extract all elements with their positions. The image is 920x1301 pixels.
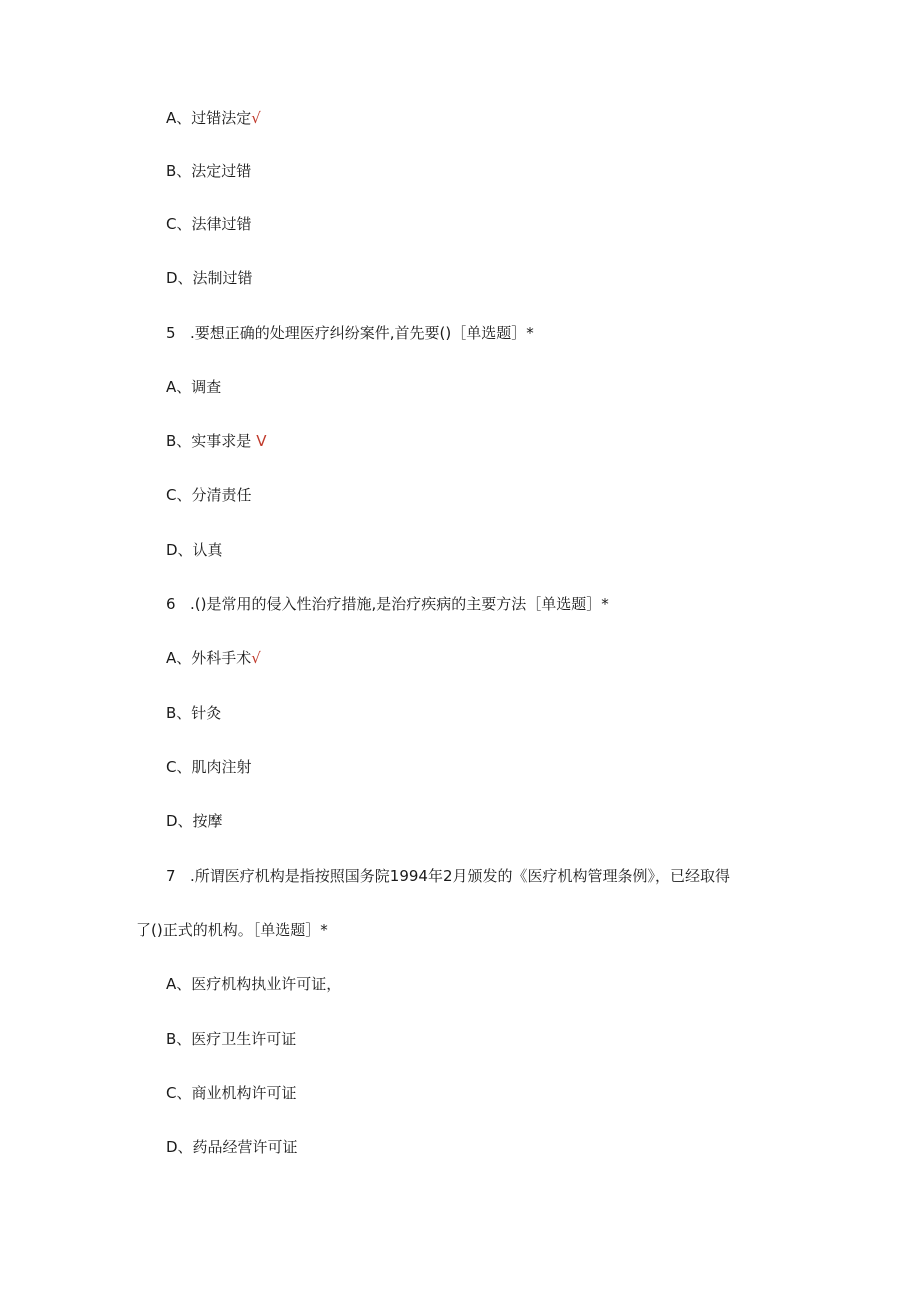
q5-option-a-text: A、调查 [166, 378, 222, 396]
q7-option-c-text: C、商业机构许可证 [166, 1084, 297, 1102]
q4-option-c-text: C、法律过错 [166, 215, 252, 233]
q6-option-b[interactable] [166, 703, 221, 723]
q4-option-b[interactable] [166, 161, 251, 181]
q6-number: 6 [166, 595, 176, 613]
q7-option-d[interactable] [166, 1137, 298, 1157]
q6-option-c[interactable] [166, 757, 251, 777]
q5-option-b[interactable] [166, 431, 267, 451]
q7-option-b[interactable] [166, 1029, 296, 1049]
q7-question-continuation: 了()正式的机构。［单选题］* [136, 921, 328, 939]
q7-question-text: .所谓医疗机构是指按照国务院1994年2月颁发的《医疗机构管理条例》，已经取得 [190, 867, 730, 885]
q5-number: 5 [166, 324, 176, 342]
q5-option-d-text: D、认真 [166, 541, 223, 559]
q4-option-d-text: D、法制过错 [166, 269, 253, 287]
q5-option-d[interactable] [166, 540, 223, 560]
q5-option-b-text: B、实事求是 [166, 432, 252, 450]
q7-option-a[interactable] [166, 974, 341, 994]
q4-option-a-text: A、过错法定 [166, 109, 252, 127]
q6-option-c-text: C、肌肉注射 [166, 758, 252, 776]
q6-option-a[interactable] [166, 648, 261, 668]
q6-option-a-text: A、外科手术 [166, 649, 252, 667]
q4-option-d[interactable] [166, 268, 253, 288]
q4-option-a[interactable] [166, 108, 261, 128]
q6-option-d[interactable] [166, 811, 223, 831]
q5-option-c[interactable] [166, 485, 251, 505]
q6-question-text: .()是常用的侵入性治疗措施,是治疗疾病的主要方法［单选题］* [190, 595, 609, 613]
q5-option-b-check-mark: V [256, 432, 267, 450]
q7-option-a-text: A、医疗机构执业许可证， [166, 975, 342, 993]
q7-number: 7 [166, 867, 176, 885]
q5-question-text: .要想正确的处理医疗纠纷案件,首先要()［单选题］* [190, 324, 534, 342]
q5-option-a[interactable] [166, 377, 221, 397]
q5-option-c-text: C、分清责任 [166, 486, 252, 504]
q7-option-b-text: B、医疗卫生许可证 [166, 1030, 297, 1048]
q7-option-d-text: D、药品经营许可证 [166, 1138, 298, 1156]
q4-option-a-check-mark: √ [251, 109, 261, 127]
q6-option-a-check-mark: √ [251, 649, 261, 667]
q4-option-b-text: B、法定过错 [166, 162, 252, 180]
q4-option-c[interactable] [166, 214, 251, 234]
q6-option-b-text: B、针灸 [166, 704, 222, 722]
q6-option-d-text: D、按摩 [166, 812, 223, 830]
q7-option-c[interactable] [166, 1083, 296, 1103]
